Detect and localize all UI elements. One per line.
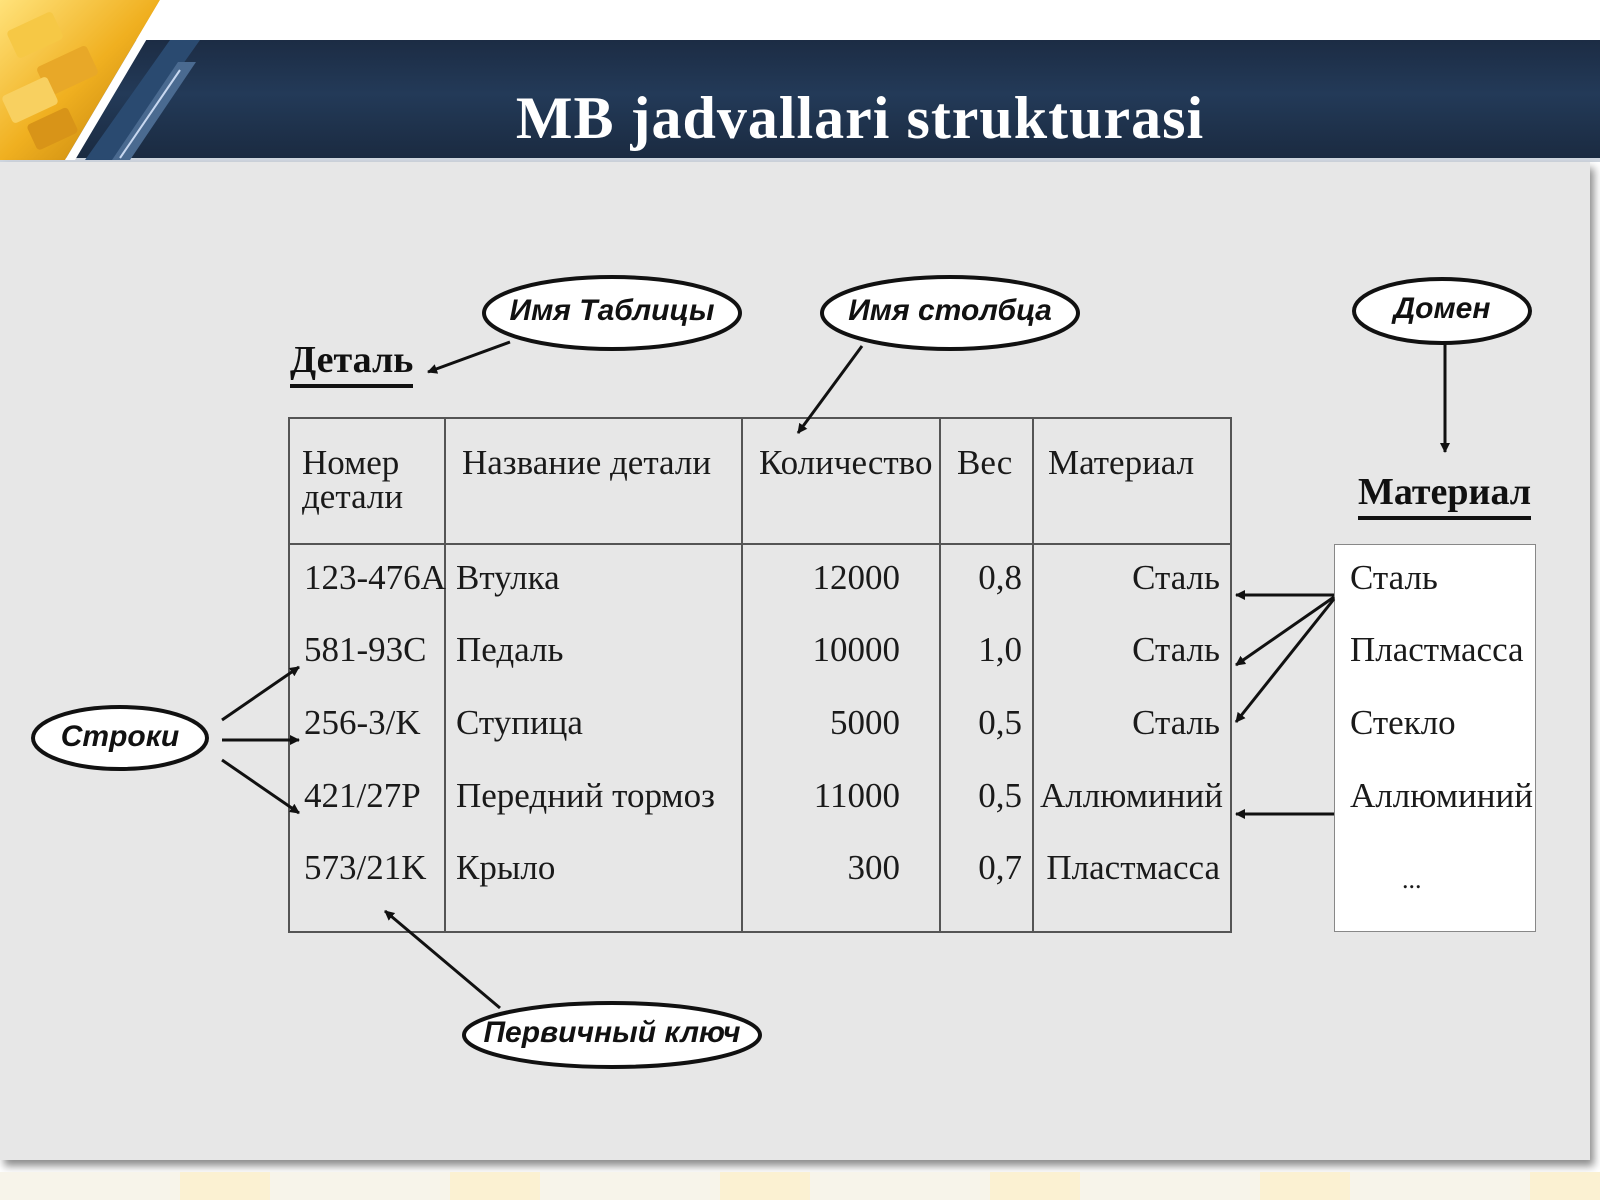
table-name: Деталь — [290, 338, 413, 388]
arrow-rows-1 — [222, 667, 299, 720]
cell-part-number: 581-93C — [304, 630, 427, 669]
cell-part-number: 123-476A — [304, 558, 446, 597]
cell-part-number: 573/21K — [304, 848, 427, 887]
header-part-name: Название детали — [462, 443, 712, 482]
arrow-column-name — [798, 346, 862, 433]
domain-name: Материал — [1358, 470, 1531, 520]
cell-material: Сталь — [1132, 630, 1220, 669]
arrow-table-name — [428, 342, 510, 372]
header-part-number-line1: Номер — [302, 443, 400, 482]
cell-part-name: Втулка — [456, 558, 560, 597]
cell-weight: 0,8 — [978, 558, 1022, 597]
cell-quantity: 12000 — [812, 558, 900, 597]
domain-value: Стекло — [1350, 703, 1456, 742]
cell-weight: 0,5 — [978, 776, 1022, 815]
page-title: MB jadvallari strukturasi — [515, 85, 1205, 151]
callout-domain: Домен — [1393, 292, 1491, 325]
cell-material: Сталь — [1132, 703, 1220, 742]
cell-part-name: Ступица — [456, 703, 583, 742]
header-part-number — [302, 443, 404, 516]
cell-part-name: Крыло — [456, 848, 556, 887]
domain-value-ellipsis: ... — [1402, 865, 1422, 894]
callout-primary-key: Первичный ключ — [483, 1016, 741, 1049]
cell-quantity: 300 — [847, 848, 900, 887]
cell-part-name: Педаль — [456, 630, 564, 669]
arrow-domain-steel-3 — [1236, 599, 1334, 722]
header-part-number-line2: детали — [302, 477, 404, 516]
footer-strip — [0, 1172, 1600, 1200]
cell-quantity: 10000 — [812, 630, 900, 669]
cell-part-number: 256-3/K — [304, 703, 421, 742]
cell-quantity: 11000 — [813, 776, 900, 815]
cell-material: Сталь — [1132, 558, 1220, 597]
cell-material: Аллюминий — [1040, 776, 1223, 815]
arrow-domain-steel-2 — [1236, 597, 1334, 665]
callout-rows: Строки — [60, 720, 180, 753]
header-weight: Вес — [957, 443, 1013, 482]
cell-part-number: 421/27P — [304, 776, 421, 815]
callout-table-name: Имя Таблицы — [509, 294, 715, 327]
cell-material: Пластмасса — [1046, 848, 1220, 887]
domain-value: Пластмасса — [1350, 630, 1524, 669]
cell-weight: 1,0 — [978, 630, 1022, 669]
domain-value: Сталь — [1350, 558, 1438, 597]
header-quantity: Количество — [759, 443, 933, 482]
header-material: Материал — [1048, 443, 1195, 482]
arrow-rows-3 — [222, 760, 299, 813]
domain-value: Аллюминий — [1350, 776, 1533, 815]
cell-part-name: Передний тормоз — [456, 776, 715, 815]
cell-weight: 0,7 — [978, 848, 1022, 887]
arrow-primary-key — [385, 911, 500, 1008]
cell-quantity: 5000 — [830, 703, 900, 742]
cell-weight: 0,5 — [978, 703, 1022, 742]
callout-column-name: Имя столбца — [848, 294, 1052, 327]
